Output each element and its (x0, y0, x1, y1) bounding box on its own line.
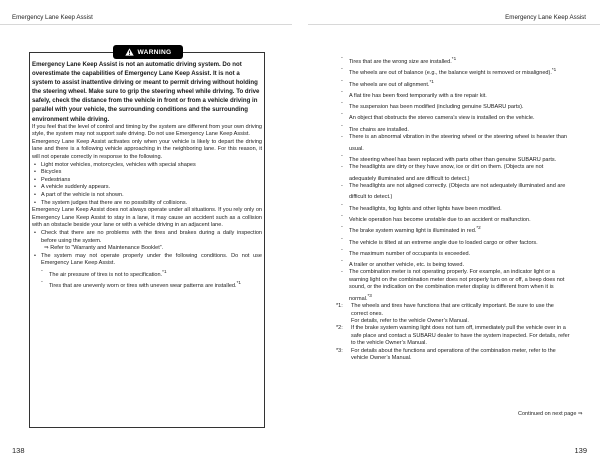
list-item: - A trailer or another vehicle, etc. is being towed. (340, 258, 570, 269)
list-item: - The maximum number of occupants is exceeded. (340, 247, 570, 258)
list-item: - The vehicle is tilted at an extreme angle due to loaded cargo or other factors. (340, 236, 570, 247)
list-item: - The wheels are out of balance (e.g., the balance weight is removed or misaligned).$^{*1}$ (340, 66, 570, 77)
left-page-number: 138 (12, 446, 25, 455)
list-item: • A part of the vehicle is not shown. (32, 192, 262, 200)
list-item: - The brake system warning light is illuminated in red.$^{*2}$ (340, 224, 570, 235)
list-item: - The steering wheel has been replaced with parts other than genuine SUBARU parts. (340, 153, 570, 164)
paragraph-not-always: Emergency Lane Keep Assist does not always operate under all situations. If you rely only on Emergency Lane Keep Assist to stay in a lane, it may cause an accident such as a collision with an obstacle beside your lane or with a vehicle driving in an adjacent lane. (32, 207, 262, 229)
left-column (32, 60, 262, 291)
list-item: • Light motor vehicles, motorcycles, vehicles with special shapes (32, 162, 262, 170)
paragraph-activation: Emergency Lane Keep Assist activates only when your vehicle is likely to depart the driving lane and there is a following vehicle approaching in the neighboring lane. For this reason, it will not operate correctly in response to the following. (32, 138, 262, 161)
list-item: - The combination meter is not operating properly. For example, an indicator light or a warning light on the combination meter does not properly turn on or off, a beep does not sound, or the indication on the combination meter display is different from when it is normal.$^{*3}$ (340, 269, 570, 303)
footnote: *1: The wheels and tires have functions that are critically important. Be sure to use the correct ones. For details, refer to the vehicle Owner’s Manual. (336, 303, 554, 324)
list-item: - Tires that are unevenly worn or tires with uneven wear patterns are installed.$^{*1}$ (40, 279, 262, 290)
reference-link: ⇒ Refer to “Warranty and Maintenance Booklet”. (44, 245, 164, 252)
bullet-conditions: • The system may not operate properly under the following conditions. Do not use Emergency Lane Keep Assist. (32, 253, 262, 268)
list-item: • The system judges that there are no possibility of collisions. (32, 200, 262, 208)
list-item: - The headlights are not aligned correctly. (Objects are not adequately illuminated and are difficult to detect.) (340, 183, 570, 202)
list-item: - There is an abnormal vibration in the steering wheel or the steering wheel is heavier than usual. (340, 134, 570, 153)
footnotes (336, 303, 570, 363)
warning-bold-text: Emergency Lane Keep Assist is not an automatic driving system. Do not overestimate the capabilities of Emergency Lane Keep Assist. It is not a system to assist inattentive driving or meant to permit driving without holding the steering wheel. Make sure to grip the steering wheel while driving. To drive safely, check the distance from the vehicle in front or from a vehicle driving in parallel with your vehicle, the surrounding conditions and the surrounding environment while driving. (32, 61, 260, 123)
list-item: - Vehicle operation has become unstable due to an accident or malfunction. (340, 213, 570, 224)
list-item: • A vehicle suddenly appears. (32, 184, 262, 192)
warning-label (113, 45, 183, 59)
list-item: • Bicycles (32, 169, 262, 177)
right-page-number: 139 (574, 446, 587, 455)
paragraph-driving-style: If you feel that the level of control and timing by the system are different from your own driving style, the system may not support safe driving. Do not use Emergency Lane Keep Assist. (32, 123, 262, 138)
left-page-header: Emergency Lane Keep Assist (12, 14, 93, 21)
footnote: *3: For details about the functions and operations of the combination meter, refer to the vehicle Owner’s Manual. (336, 347, 556, 362)
footnote: *2: If the brake system warning light does not turn off, immediately pull the vehicle over in a safe place and contact a SUBARU dealer to have the system inspected. For details, refer to the vehicle Owner’s Manual. (336, 325, 570, 347)
list-item: - The headlights, fog lights and other lights have been modified. (340, 202, 570, 213)
list-item: - The headlights are dirty or they have snow, ice or dirt on them. (Objects are not adequately illuminated and are difficult to detect.) (340, 164, 570, 183)
list-item: - Tires that are the wrong size are installed.$^{*1}$ (340, 55, 570, 66)
list-item: - The air pressure of tires is not to specification.$^{*1}$ (40, 268, 262, 279)
list-item: - A flat tire has been fixed temporarily with a tire repair kit. (340, 89, 570, 100)
bullet-check-tires: • Check that there are no problems with the tires and brakes during a daily inspection before using the system. (32, 230, 262, 245)
conditions-list (340, 55, 570, 303)
continued-note: Continued on next page ⇒ (518, 411, 583, 417)
list-item: - Tire chains are installed. (340, 123, 570, 134)
left-header-rule (0, 24, 292, 25)
right-header-rule (308, 24, 600, 25)
right-page-header: Emergency Lane Keep Assist (505, 14, 586, 21)
list-item: - The wheels are out of alignment.$^{*1}$ (340, 78, 570, 89)
list-item: • Pedestrians (32, 177, 262, 185)
list-item: - The suspension has been modified (including genuine SUBARU parts). (340, 100, 570, 111)
warning-label-text: WARNING (137, 48, 172, 56)
list-item: - An object that obstructs the stereo camera’s view is installed on the vehicle. (340, 111, 570, 122)
warning-triangle-icon (125, 48, 134, 56)
right-column (336, 55, 570, 363)
